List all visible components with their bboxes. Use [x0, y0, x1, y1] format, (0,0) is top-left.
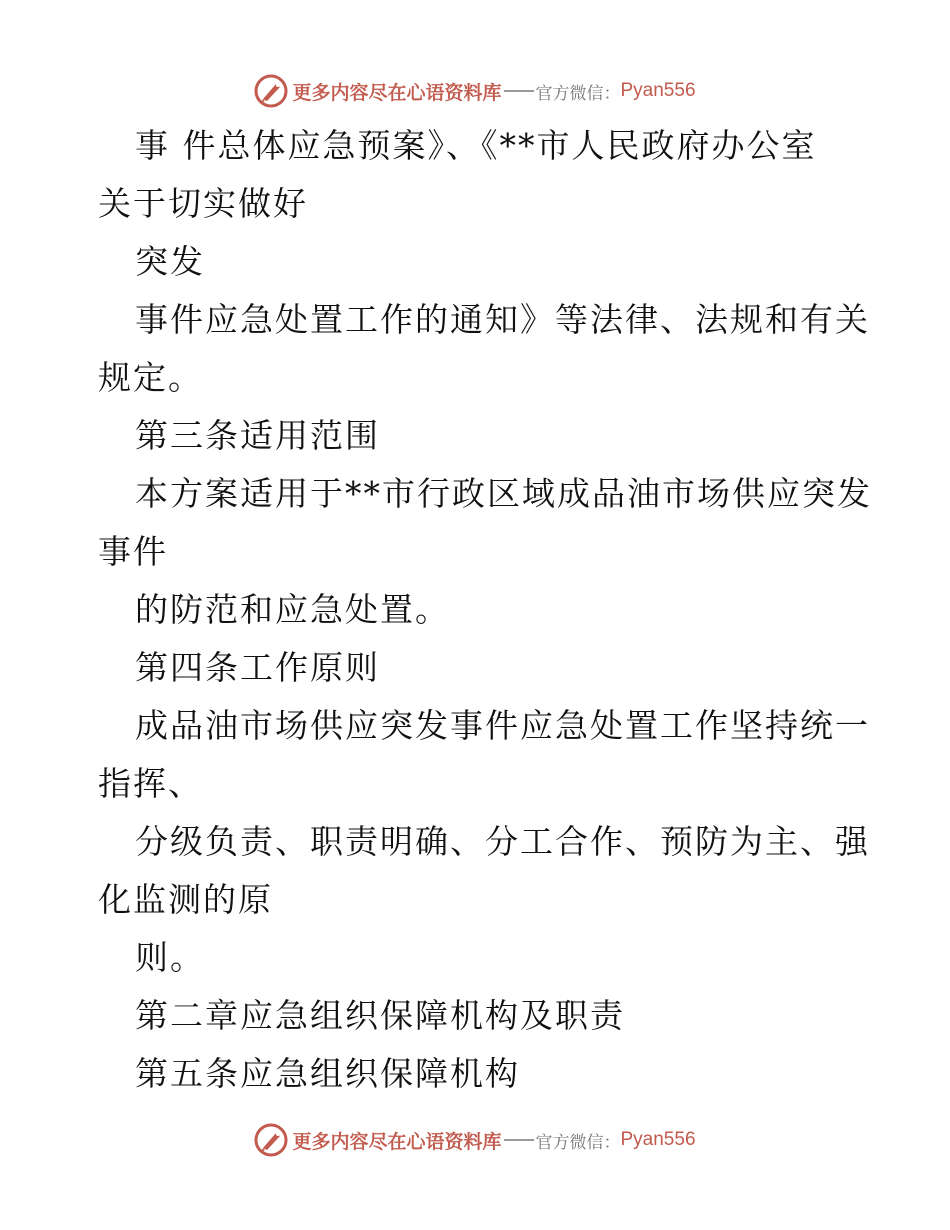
- text-line: 规定。: [98, 358, 203, 397]
- section-heading: 第四条工作原则: [135, 648, 380, 687]
- pen-logo-icon: [254, 1123, 288, 1157]
- footer-banner: [0, 1120, 950, 1160]
- text-line: 本方案适用于**市行政区域成品油市场供应突发: [135, 474, 872, 513]
- header-wechat-label: 官方微信：: [535, 83, 621, 104]
- footer-wechat-label: 官方微信：: [535, 1132, 621, 1153]
- header-banner: [0, 71, 950, 111]
- text-line: 分级负责、职责明确、分工合作、预防为主、强: [135, 822, 870, 861]
- text-line: 则。: [135, 938, 205, 977]
- footer-wechat-id: Pyan556: [620, 1129, 696, 1150]
- text-line: 的防范和应急处置。: [135, 590, 450, 629]
- header-wechat-id: Pyan556: [620, 80, 696, 101]
- text-line: 事件: [98, 532, 168, 571]
- text-line: 成品油市场供应突发事件应急处置工作坚持统一: [135, 706, 870, 745]
- text-line: 关于切实做好: [98, 184, 308, 223]
- text-line: 化监测的原: [98, 880, 273, 919]
- section-heading: 第三条适用范围: [135, 416, 380, 455]
- text-line: 指挥、: [98, 764, 203, 803]
- pen-logo-icon: [254, 74, 288, 108]
- header-separator: [504, 90, 534, 92]
- section-heading: 第五条应急组织保障机构: [135, 1054, 520, 1093]
- text-line: 事 件总体应急预案》、《**市人民政府办公室: [135, 126, 817, 165]
- footer-brand-text: 更多内容尽在心语资料库: [292, 1130, 502, 1153]
- text-line: 事件应急处置工作的通知》等法律、法规和有关: [135, 300, 870, 339]
- chapter-heading: 第二章应急组织保障机构及职责: [135, 996, 625, 1035]
- text-line: 突发: [135, 242, 205, 281]
- header-brand-text: 更多内容尽在心语资料库: [292, 81, 502, 104]
- footer-separator: [504, 1139, 534, 1141]
